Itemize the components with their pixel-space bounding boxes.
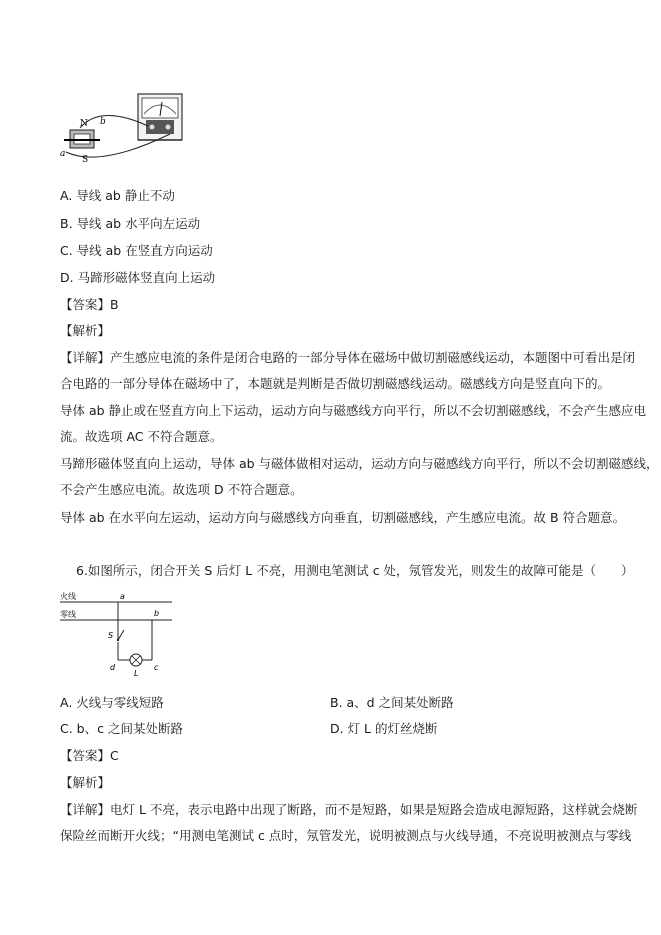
wire-label-b: b: [100, 117, 106, 127]
q5-option-a: A. 导线 ab 静止不动: [60, 188, 175, 203]
q6-answer: 【答案】C: [60, 748, 119, 763]
point-d-label: d: [110, 663, 116, 672]
q6-option-b: B. a、d 之间某处断路: [330, 695, 454, 710]
q5-detail-line: 导体 ab 静止或在竖直方向上下运动，运动方向与磁感线方向平行，所以不会切割磁感线，不会产生感应电: [60, 403, 647, 418]
q5-detail-line: 马蹄形磁体竖直向上运动，导体 ab 与磁体做相对运动，运动方向与磁感线方向平行，所以不会切割磁感线，: [60, 456, 659, 471]
switch-label: S: [108, 631, 114, 640]
q5-detail-line: 不会产生感应电流。故选项 D 不符合题意。: [60, 482, 303, 497]
q5-detail-line: 【详解】产生感应电流的条件是闭合电路的一部分导体在磁场中做切割磁感线运动，本题图中可看出是闭: [60, 350, 636, 365]
point-a-label: a: [120, 592, 125, 601]
wire-label-a: a: [60, 149, 66, 159]
zero-line-label: 零线: [60, 610, 76, 619]
q6-option-d: D. 灯 L 的灯丝烧断: [330, 721, 438, 736]
q5-detail-line: 导体 ab 在水平向左运动，运动方向与磁感线方向垂直，切割磁感线，产生感应电流。故 B 符合题意。: [60, 510, 626, 525]
point-c-label: c: [154, 663, 159, 672]
q6-option-c: C. b、c 之间某处断路: [60, 721, 183, 736]
q5-answer: 【答案】B: [60, 297, 119, 312]
q5-analysis-heading: 【解析】: [60, 323, 111, 338]
q6-detail-line: 【详解】电灯 L 不亮，表示电路中出现了断路，而不是短路，如果是短路会造成电源短路，这样就会烧断: [60, 802, 638, 817]
fire-line-label: 火线: [60, 592, 76, 601]
q6-stem: 6.如图所示，闭合开关 S 后灯 L 不亮，用测电笔测试 c 处，氖管发光，则发生的故障可能是（ ）: [76, 563, 634, 578]
q6-option-a: A. 火线与零线短路: [60, 695, 164, 710]
q5-option-c: C. 导线 ab 在竖直方向运动: [60, 243, 213, 258]
lamp-label: L: [134, 669, 139, 678]
electromagnetic-induction-figure: [60, 90, 190, 170]
q5-option-d: D. 马蹄形磁体竖直向上运动: [60, 270, 216, 285]
q5-detail-line: 流。故选项 AC 不符合题意。: [60, 429, 223, 444]
magnet-label-n: N: [80, 119, 88, 129]
household-circuit-figure: [60, 590, 175, 680]
magnet-label-s: S: [82, 155, 89, 165]
q6-analysis-heading: 【解析】: [60, 775, 111, 790]
q5-option-b: B. 导线 ab 水平向左运动: [60, 216, 201, 231]
q5-detail-line: 合电路的一部分导体在磁场中了，本题就是判断是否做切割磁感线运动。磁感线方向是竖直向下的。: [60, 376, 611, 391]
point-b-label: b: [154, 609, 160, 618]
q6-detail-line: 保险丝而断开火线；“用测电笔测试 c 点时，氖管发光，说明被测点与火线导通，不亮说明被测点与零线: [60, 828, 632, 843]
